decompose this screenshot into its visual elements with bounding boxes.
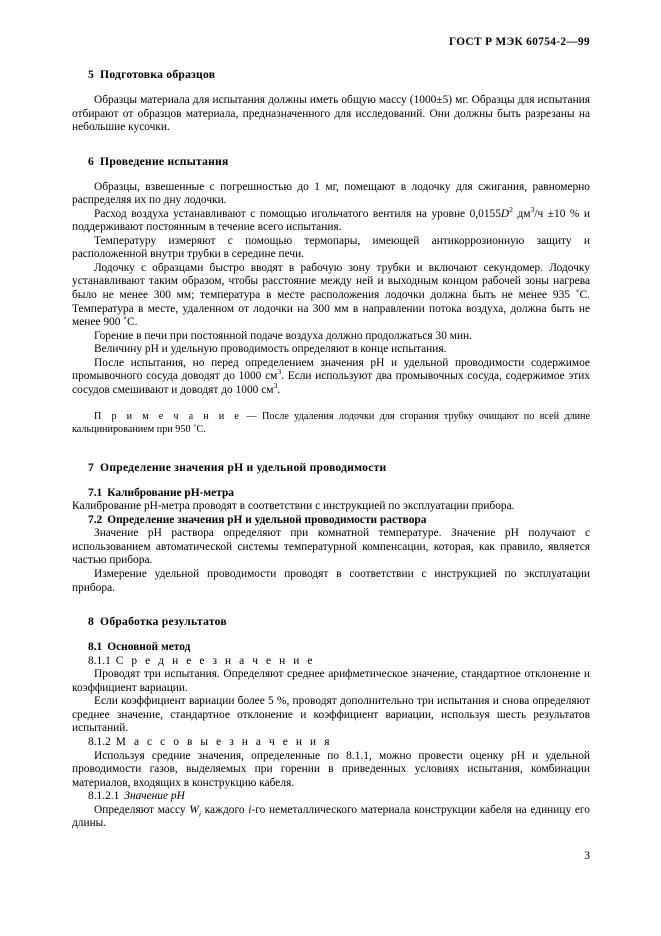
subsection-7-2-title: Определение значения рН и удельной проводимости раствора <box>107 513 427 526</box>
volume-part2: . Если используют два промывочных сосуда, содержимое этих сосудов смешивают и доводят до 1000 см <box>72 370 590 396</box>
page-number: 3 <box>584 850 590 862</box>
subsection-heading-7-2 <box>72 514 590 528</box>
section-heading-5 <box>72 68 590 81</box>
item-heading-8-1-2-1 <box>72 790 590 804</box>
mass-symbol: W <box>189 803 199 816</box>
section-heading-7 <box>72 461 590 474</box>
item-8-1-2-1-title: Значение рН <box>124 790 185 803</box>
document-body <box>72 68 590 831</box>
note-block <box>72 411 590 436</box>
section-6-number: 6 <box>88 154 95 168</box>
paragraph-5-1: Образцы материала для испытания должны иметь общую массу (1000±5) мг. Образцы для испытания отбирают от образцов материала, предназначенного для исследований. Они должны быть разрезаны на небольшие кусочки. <box>72 94 590 134</box>
airflow-suffix: /ч ±10 % и поддерживают постоянным в течение всего испытания. <box>72 207 590 234</box>
mass-part2: каждого <box>200 803 249 816</box>
section-heading-8 <box>72 615 590 628</box>
paragraph-8-1-1-2: Если коэффициент вариации более 5 %, проводят дополнительно три испытания и снова определяют среднее значение, стандартное отклонение и коэффициент вариации, используя шесть результатов испытаний. <box>72 695 590 735</box>
section-5-title: Подготовка образцов <box>100 68 216 81</box>
item-8-1-2-number: 8.1.2 <box>88 735 111 748</box>
paragraph-8-1-2-1: Используя средние значения, определенные по 8.1.1, можно провести оценку рН и удельной проводимости газов, выделяемых при горении в приведенных условиях испытания, комбинации материалов, входящих в конструкцию кабеля. <box>72 749 590 789</box>
subsection-heading-8-1 <box>72 641 590 655</box>
airflow-prefix: Расход воздуха устанавливают с помощью игольчатого вентиля на уровне 0,0155 <box>94 207 501 220</box>
item-8-1-1-number: 8.1.1 <box>88 654 111 667</box>
note-text: После удаления лодочки для сгорания трубку очищают по всей длине кальцинированием при 950 ˚С. <box>72 411 591 435</box>
paragraph-6-3: Лодочку с образцами быстро вводят в рабочую зону трубки и включают секундомер. Лодочку устанавливают таким образом, чтобы расстояние между ней и выходным концом рабочей зоны нагрева было не менее 300 мм; температура в месте расположения лодочки должна быть не менее 935 ˚С. Температура в месте, удаленном от лодочки на 300 мм в направлении потока воздуха, должна быть не менее 900 ˚С. <box>72 261 590 329</box>
paragraph-8-1-1-1: Проводят три испытания. Определяют среднее арифметическое значение, стандартное отклонение и коэффициент вариации. <box>72 668 590 694</box>
mass-subscript: i <box>198 809 201 819</box>
airflow-middle: дм <box>513 207 531 220</box>
section-8-number: 8 <box>88 615 95 629</box>
item-heading-8-1-1 <box>72 655 590 669</box>
volume-part1: После испытания, но перед определением значения рН и удельной проводимости содержимое промывочного сосуда доводят до 1000 см <box>72 356 590 383</box>
section-7-number: 7 <box>88 460 95 474</box>
section-8-title: Обработка результатов <box>100 615 227 629</box>
paragraph-6-4: Горение в печи при постоянной подаче воздуха должно продолжаться 30 мин. <box>94 329 472 342</box>
note-dash: — <box>241 411 263 423</box>
volume-part3: . <box>277 383 281 396</box>
mass-part3: -го неметаллического материала конструкции кабеля на единицу его длины. <box>72 803 591 830</box>
section-7-title: Определение значения рН и удельной проводимости <box>100 460 387 474</box>
paragraph-6-volume <box>72 357 590 398</box>
section-5-number: 5 <box>88 68 95 81</box>
standard-header: ГОСТ Р МЭК 60754-2—99 <box>448 36 590 48</box>
volume-sup1: 3 <box>277 367 282 377</box>
subsection-7-1-title: Калибрование рН-метра <box>107 486 234 499</box>
mass-italic-i: i <box>248 803 252 816</box>
subsection-8-1-title: Основной метод <box>107 641 191 654</box>
subsection-8-1-number: 8.1 <box>88 641 103 654</box>
airflow-unit-exponent: 3 <box>530 204 535 214</box>
section-heading-6 <box>72 155 590 168</box>
item-heading-8-1-2 <box>72 736 590 750</box>
volume-sup2: 3 <box>273 381 278 391</box>
subsection-heading-7-1 <box>72 487 590 501</box>
item-8-1-1-title: С р е д н е е з н а ч е н и е <box>115 654 316 667</box>
paragraph-6-airflow <box>72 204 590 235</box>
airflow-exponent: 2 <box>509 204 514 214</box>
mass-part1: Определяют массу <box>94 803 190 816</box>
subsection-7-2-number: 7.2 <box>88 513 103 526</box>
paragraph-7-2-1: Значение рН раствора определяют при комнатной температуре. Значение рН получают с использованием автоматической системы температурной компенсации, которая, как правило, является частью прибора. <box>72 527 590 567</box>
subsection-7-1-number: 7.1 <box>88 486 103 499</box>
paragraph-6-1: Образцы, взвешенные с погрешностью до 1 мг, помещают в лодочку для сжигания, равномерно распределяя их по дну лодочки. <box>72 180 590 207</box>
paragraph-6-2: Температуру измеряют с помощью термопары, имеющей антикоррозионную защиту и расположенной внутри трубки в середине печи. <box>72 234 590 261</box>
paragraph-7-1-1: Калибрование рН-метра проводят в соответствии с инструкцией по эксплуатации прибора. <box>72 500 515 513</box>
paragraph-6-5: Величину рН и удельную проводимость определяют в конце испытания. <box>94 343 447 356</box>
airflow-symbol: D <box>500 207 510 220</box>
note-label: П р и м е ч а н и е <box>94 411 242 423</box>
section-6-title: Проведение испытания <box>100 154 229 168</box>
item-8-1-2-1-number: 8.1.2.1 <box>88 790 120 803</box>
item-8-1-2-title: М а с с о в ы е з н а ч е н и я <box>115 735 333 748</box>
paragraph-8-1-2-1-mass <box>72 804 590 831</box>
paragraph-7-2-2: Измерение удельной проводимости проводят в соответствии с инструкцией по эксплуатации прибора. <box>72 567 590 594</box>
